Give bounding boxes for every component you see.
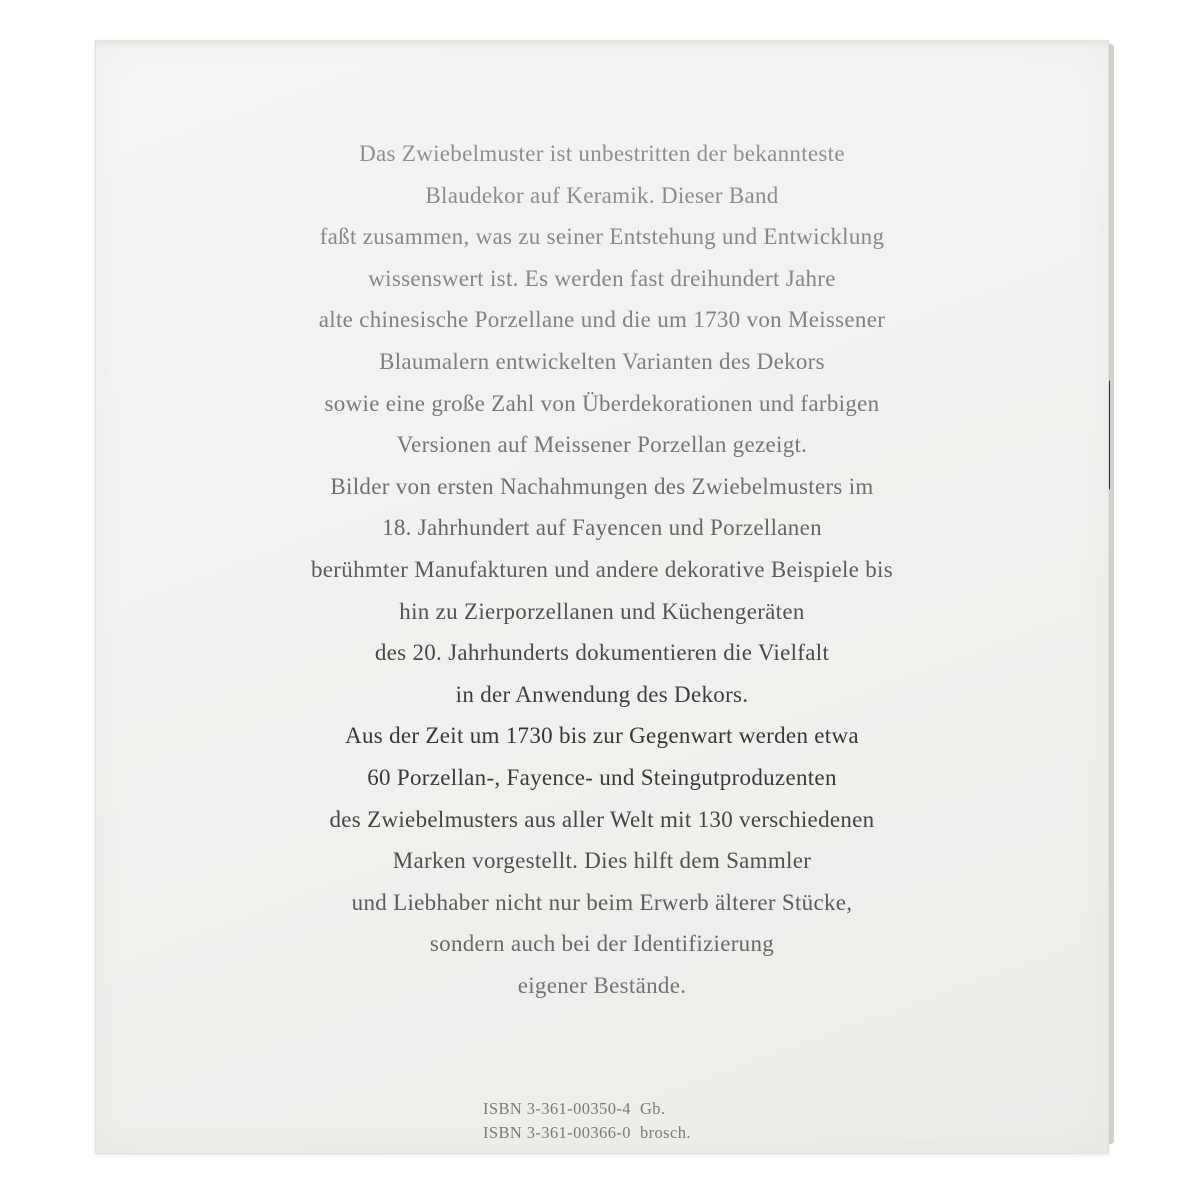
blurb-line: des 20. Jahrhunderts dokumentieren die Vielfalt	[374, 640, 830, 666]
blurb-line: berühmter Manufakturen und andere dekorative Beispiele bis	[311, 556, 893, 582]
isbn-paperback: ISBN 3-361-00366-0 brosch.	[483, 1123, 691, 1142]
blurb-line: und Liebhaber nicht nur beim Erwerb älterer Stücke,	[351, 889, 853, 915]
blurb-line: in der Anwendung des Dekors.	[455, 681, 749, 707]
blurb-line: Das Zwiebelmuster ist unbestritten der bekannteste	[359, 141, 845, 166]
blurb-line: Marken vorgestellt. Dies hilft dem Sammler	[392, 848, 812, 874]
blurb-line: 60 Porzellan-, Fayence- und Steingutproduzenten	[367, 764, 837, 790]
blurb-line: faßt zusammen, was zu seiner Entstehung und Entwicklung	[319, 224, 885, 250]
blurb-line: Aus der Zeit um 1730 bis zur Gegenwart werden etwa	[345, 723, 859, 749]
blurb-line: wissenswert ist. Es werden fast dreihundert Jahre	[368, 265, 836, 291]
blurb-line: Bilder von ersten Nachahmungen des Zwiebelmusters im	[330, 473, 874, 499]
book-back-cover	[95, 40, 1109, 1154]
blurb-text	[96, 133, 1108, 1006]
blurb-line: alte chinesische Porzellane und die um 1730 von Meissener	[318, 307, 886, 333]
cover-top-edge	[96, 41, 1108, 47]
blurb-line: 18. Jahrhundert auf Fayencen und Porzellanen	[382, 515, 822, 541]
blurb-line: hin zu Zierporzellanen und Küchengeräten	[399, 598, 805, 624]
isbn-hardcover: ISBN 3-361-00350-4 Gb.	[483, 1099, 666, 1118]
blurb-line: sondern auch bei der Identifizierung	[429, 931, 775, 957]
blurb-line: eigener Bestände.	[517, 972, 687, 998]
blurb-line: Versionen auf Meissener Porzellan gezeigt.	[396, 432, 808, 458]
isbn-block	[483, 1097, 691, 1145]
blurb-line: Blaudekor auf Keramik. Dieser Band	[425, 182, 779, 208]
blurb-line: sowie eine große Zahl von Überdekorationen und farbigen	[324, 390, 880, 416]
blurb-line: des Zwiebelmusters aus aller Welt mit 130 verschiedenen	[329, 806, 875, 832]
blurb-line: Blaumalern entwickelten Varianten des Dekors	[379, 348, 825, 374]
